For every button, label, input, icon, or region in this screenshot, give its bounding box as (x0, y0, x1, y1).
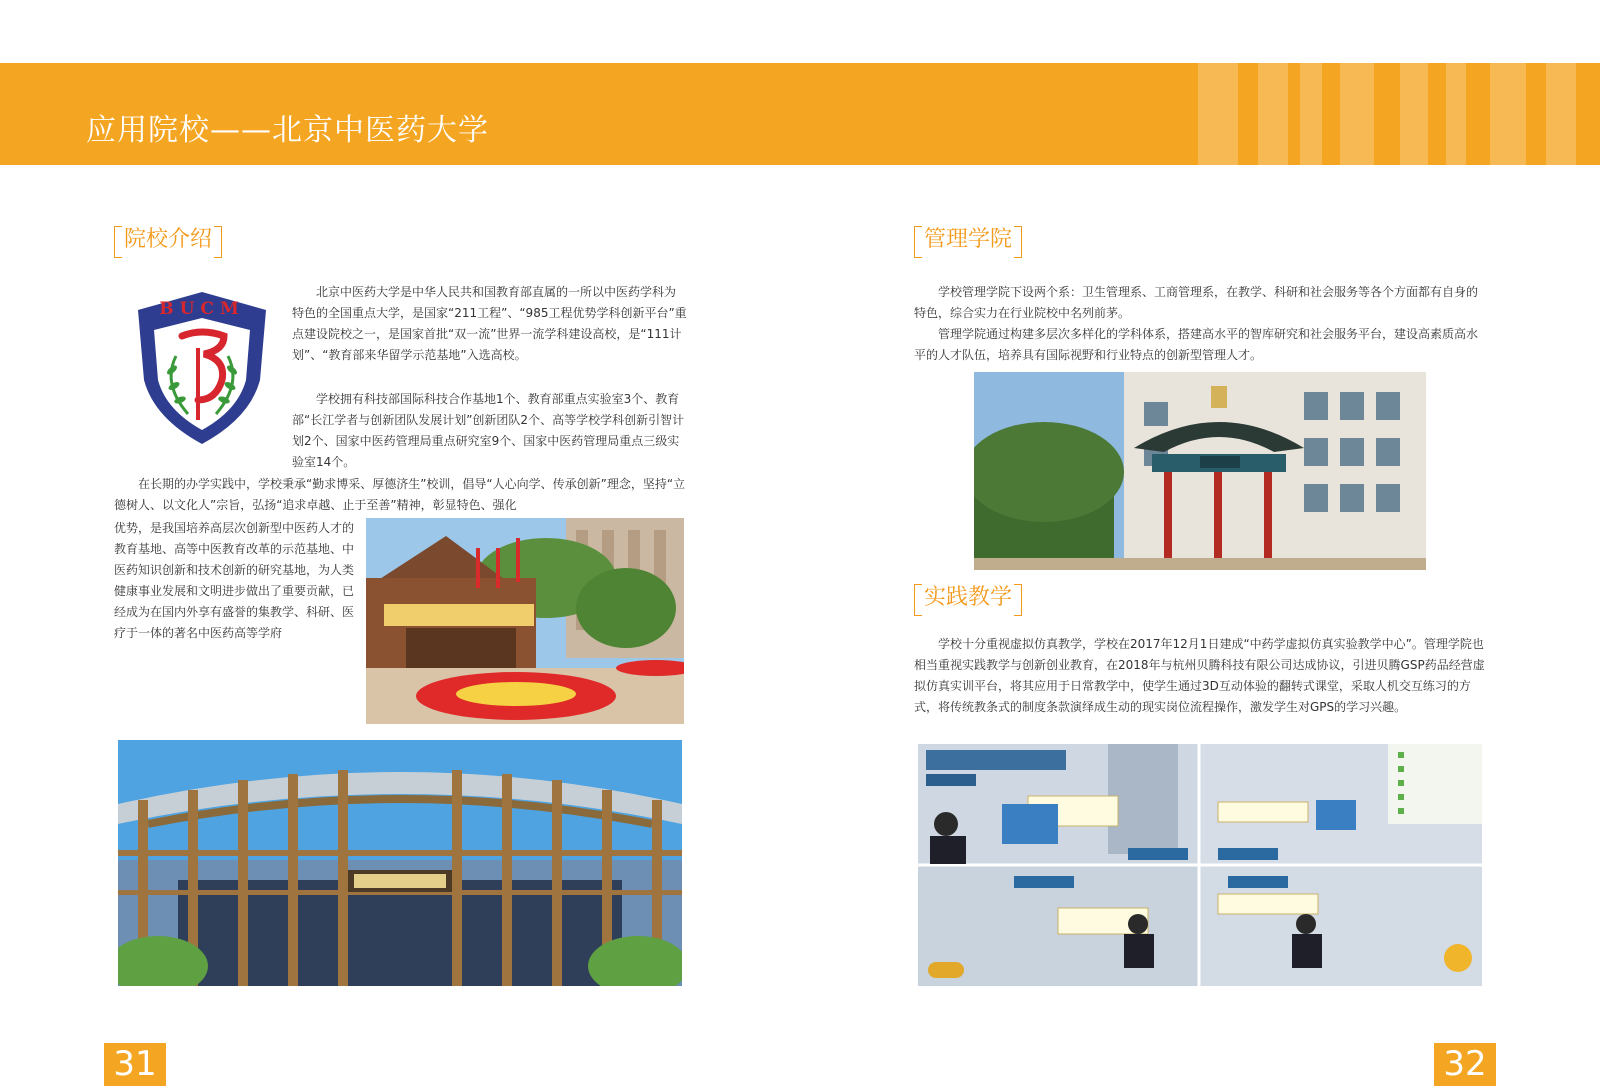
page-number-left: 31 (104, 1043, 166, 1086)
bucm-shield-icon (132, 288, 272, 448)
banner-stripe (1400, 63, 1428, 165)
banner-stripe (1490, 63, 1526, 165)
intro-paragraph-3-rest: 优势，是我国培养高层次创新型中医药人才的教育基地、高等中医教育改革的示范基地、中医药知识创新和技术创新的研究基地，为人类健康事业发展和文明进步做出了重要贡献，已经成为在国内外享有盛誉的集教学、科研、医疗于一体的著名中医药高等学府 (114, 521, 355, 640)
intro-paragraph-3-top: 在长期的办学实践中，学校秉承“勤求博采、厚德济生”校训，倡导“人心向学、传承创新”理念，坚持“立德树人、以文化人”宗旨，弘扬“追求卓越、止于至善”精神，彰显特色、强化 (114, 477, 686, 512)
logo-text: BUCM (159, 299, 245, 319)
page-title: 应用院校——北京中医药大学 (86, 113, 489, 148)
banner-stripe (1198, 63, 1238, 165)
campus-building-photo (118, 740, 682, 986)
page-number-right: 32 (1434, 1043, 1496, 1086)
banner-stripe (1446, 63, 1466, 165)
intro-paragraph-2-top: 学校拥有科技部国际科技合作基地1个、教育部重点实验室3个、教育部“长江学者与创新团队发展计划”创新团队2个、高等学校学科创新引智计划2个、国家中医药管理局重点研究室9个、国家中医药管理局重点三级实验室14个。 (292, 392, 685, 469)
banner-stripe (1340, 63, 1374, 165)
campus-gate-photo (366, 518, 684, 724)
pavilion-photo (974, 372, 1426, 570)
university-logo (132, 288, 272, 448)
simulation-screenshot (918, 744, 1482, 986)
banner-stripe (1546, 63, 1576, 165)
banner-stripe (1300, 63, 1322, 165)
intro-paragraph-1: 北京中医药大学是中华人民共和国教育部直属的一所以中医药学科为特色的全国重点大学，是国家“211工程”、“985工程优势学科创新平台”重点建设院校之一，是国家首批“双一流”世界一流学科建设高校，是“111计划”、“教育部来华留学示范基地”入选高校。 (292, 285, 687, 362)
section-heading-management: 管理学院 (914, 224, 1022, 258)
management-paragraphs: 学校管理学院下设两个系：卫生管理系、工商管理系，在教学、科研和社会服务等各个方面都有自身的特色，综合实力在行业院校中名列前茅。 管理学院通过构建多层次多样化的学科体系，搭建高水平的智库研究和社会服务平台，建设高素质高水平的人才队伍，培养具有国际视野和行业特点的创新型管理人才。 (914, 285, 1479, 362)
banner-stripe (1258, 63, 1288, 165)
section-heading-intro: 院校介绍 (114, 224, 222, 258)
section-heading-practice: 实践教学 (914, 582, 1022, 616)
practice-paragraph: 学校十分重视虚拟仿真教学，学校在2017年12月1日建成“中药学虚拟仿真实验教学中心”。管理学院也相当重视实践教学与创新创业教育，在2018年与杭州贝腾科技有限公司达成协议，引进贝腾GSP药品经营虚拟仿真实训平台，将其应用于日常教学中，使学生通过3D互动体验的翻转式课堂，采取人机交互练习的方式，将传统教条式的制度条款演绎成生动的现实岗位流程操作，激发学生对GPS的学习兴趣。 (914, 637, 1485, 714)
